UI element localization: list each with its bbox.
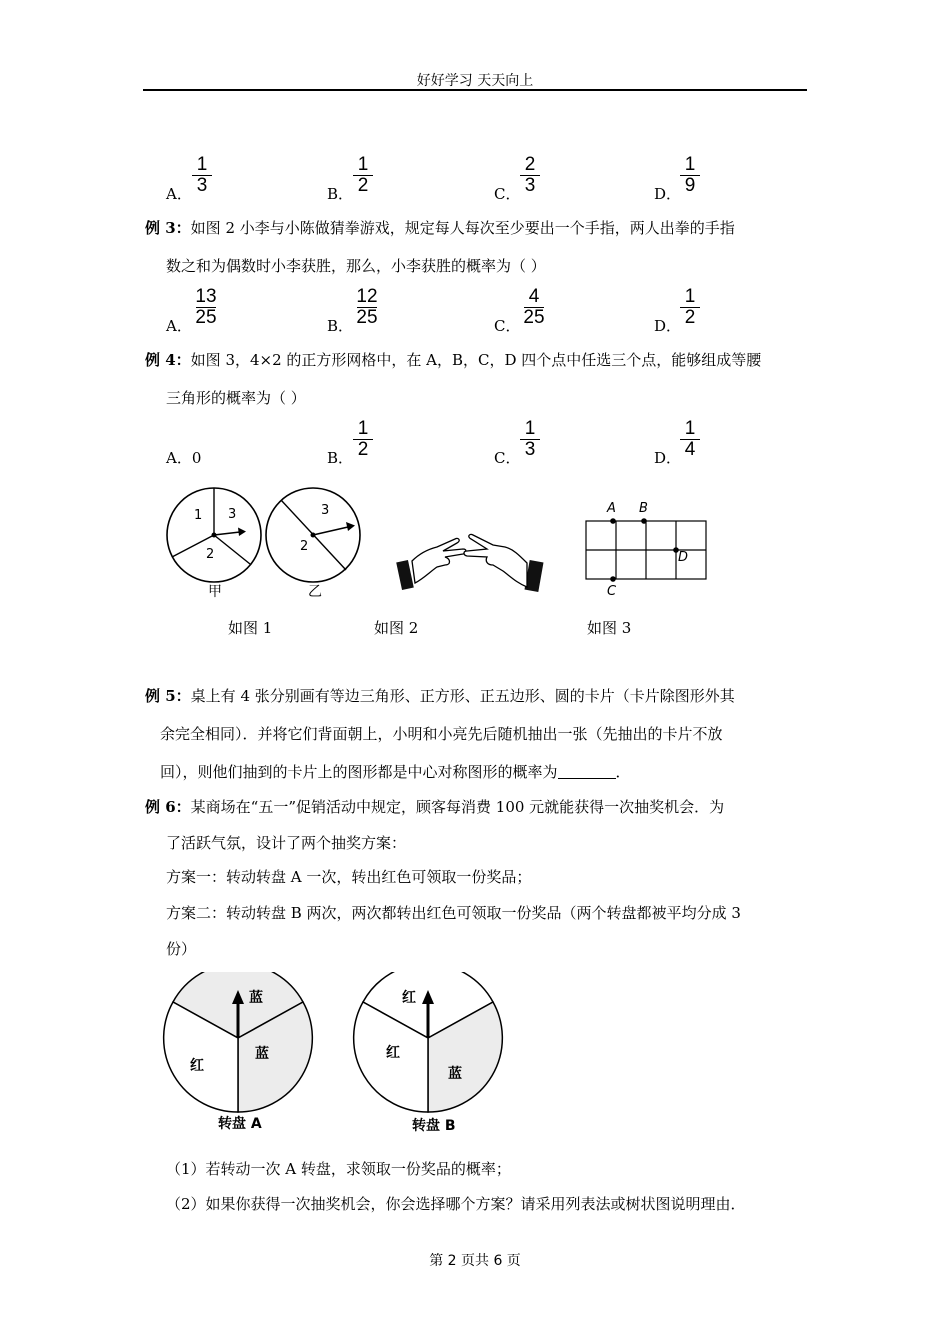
example-5-line1: 例 5：桌上有 4 张分别画有等边三角形、正方形、正五边形、圆的卡片（卡片除图形外其 bbox=[145, 687, 735, 705]
option-label: D． bbox=[654, 449, 682, 467]
figure-3-grid bbox=[578, 495, 713, 600]
option-label: B． bbox=[327, 449, 354, 467]
label-d: D bbox=[678, 550, 689, 565]
example-3-line2: 数之和为偶数时小李获胜，那么，小李获胜的概率为（ ） bbox=[166, 257, 546, 275]
answer-blank bbox=[558, 764, 616, 779]
header-rule bbox=[143, 89, 807, 91]
option-label: C． bbox=[494, 449, 521, 467]
wheel-b-top-label: 红 bbox=[402, 990, 416, 1006]
example-6-plan2b: 份） bbox=[166, 940, 197, 958]
example-6-plan1: 方案一：转动转盘 A 一次，转出红色可领取一份奖品； bbox=[166, 868, 532, 886]
example-6-line1: 例 6：某商场在“五一”促销活动中规定，顾客每消费 100 元就能获得一次抽奖机会．为 bbox=[145, 798, 725, 816]
example-6-q2: （2）如果你获得一次抽奖机会，你会选择哪个方案？请采用列表法或树状图说明理由． bbox=[166, 1195, 746, 1213]
wheel-a bbox=[160, 972, 320, 1138]
point-a bbox=[610, 518, 616, 524]
wheel-b-right-label: 蓝 bbox=[448, 1066, 462, 1082]
wheel-b-left-label: 红 bbox=[386, 1045, 400, 1061]
example-tag: 例 4： bbox=[145, 351, 191, 369]
option-label: B． bbox=[327, 185, 354, 203]
option-label: D． bbox=[654, 317, 682, 335]
spinner-yi-n3: 3 bbox=[321, 503, 330, 518]
option-label: D． bbox=[654, 185, 682, 203]
left-hand-cuff bbox=[396, 560, 414, 590]
option-label: A． bbox=[166, 185, 192, 203]
point-c bbox=[610, 576, 616, 582]
example-4-line2: 三角形的概率为（ ） bbox=[166, 389, 306, 407]
figure-3-caption: 如图 3 bbox=[587, 619, 632, 637]
example-tag: 例 6： bbox=[145, 798, 191, 816]
spinner-yi-label: 乙 bbox=[308, 584, 322, 600]
option-fraction: 13 25 bbox=[195, 286, 217, 328]
spinner-jia-n2: 2 bbox=[206, 547, 215, 562]
option-a: A．0 bbox=[166, 449, 202, 467]
point-b bbox=[641, 518, 647, 524]
spinner-jia-pointer bbox=[214, 532, 240, 535]
spinner-jia-pointer-head bbox=[238, 528, 246, 537]
example-5-line2: 余完全相同）．并将它们背面朝上，小明和小亮先后随机抽出一张（先抽出的卡片不放 bbox=[160, 725, 723, 743]
figure-1-spinners bbox=[160, 478, 370, 603]
figure-2-hands bbox=[395, 525, 550, 600]
option-fraction: 1 2 bbox=[674, 287, 706, 328]
label-c: C bbox=[607, 584, 617, 599]
option-fraction: 12 25 bbox=[356, 286, 378, 328]
spinner-yi-pointer-head bbox=[346, 522, 355, 531]
right-hand bbox=[464, 534, 527, 587]
option-label: B． bbox=[327, 317, 354, 335]
option-fraction: 1 4 bbox=[674, 419, 706, 460]
example-6-q1: （1）若转动一次 A 转盘，求领取一份奖品的概率； bbox=[166, 1160, 511, 1178]
option-fraction: 2 3 bbox=[514, 155, 546, 196]
option-fraction: 4 25 bbox=[523, 286, 545, 328]
spinner-jia-n1: 1 bbox=[194, 508, 203, 523]
left-hand bbox=[412, 538, 466, 583]
option-label: C． bbox=[494, 317, 521, 335]
figure-1-caption: 如图 1 bbox=[228, 619, 273, 637]
label-a: A bbox=[607, 501, 616, 516]
page-header: 好好学习 天天向上 bbox=[416, 73, 534, 89]
label-b: B bbox=[639, 501, 648, 516]
spinner-yi-pointer bbox=[313, 527, 348, 535]
option-fraction: 1 2 bbox=[347, 419, 379, 460]
option-label: A． bbox=[166, 317, 192, 335]
wheel-b bbox=[350, 972, 510, 1138]
example-4-line1: 例 4：如图 3，4×2 的正方形网格中，在 A，B，C，D 四个点中任选三个点，能够组成等腰 bbox=[145, 351, 762, 369]
example-3-line1: 例 3：如图 2 小李与小陈做猜拳游戏，规定每人每次至少要出一个手指，两人出拳的手指 bbox=[145, 219, 735, 237]
wheel-b-caption: 转盘 B bbox=[412, 1118, 456, 1134]
spinner-jia-label: 甲 bbox=[208, 584, 222, 600]
spinner-jia-divider bbox=[214, 535, 250, 564]
figure-2-caption: 如图 2 bbox=[374, 619, 419, 637]
page-footer: 第 2 页共 6 页 bbox=[429, 1253, 521, 1269]
option-fraction: 1 2 bbox=[347, 155, 379, 196]
option-fraction: 1 3 bbox=[186, 155, 218, 196]
option-label: C． bbox=[494, 185, 521, 203]
wheel-a-left-label: 红 bbox=[190, 1058, 204, 1074]
wheel-a-right-label: 蓝 bbox=[255, 1046, 269, 1062]
spinner-jia-n3: 3 bbox=[228, 507, 237, 522]
wheel-a-top-label: 蓝 bbox=[249, 990, 263, 1006]
example-5-line3: 回），则他们抽到的卡片上的图形都是中心对称图形的概率为 ． bbox=[160, 763, 631, 781]
example-6-line2: 了活跃气氛，设计了两个抽奖方案： bbox=[166, 834, 407, 852]
example-tag: 例 5： bbox=[145, 687, 191, 705]
example-6-plan2: 方案二：转动转盘 B 两次，两次都转出红色可领取一份奖品（两个转盘都被平均分成 3 bbox=[166, 904, 741, 922]
example-tag: 例 3： bbox=[145, 219, 191, 237]
spinner-yi-n2: 2 bbox=[300, 539, 309, 554]
wheel-a-caption: 转盘 A bbox=[218, 1116, 262, 1132]
option-fraction: 1 9 bbox=[674, 155, 706, 196]
option-fraction: 1 3 bbox=[514, 419, 546, 460]
